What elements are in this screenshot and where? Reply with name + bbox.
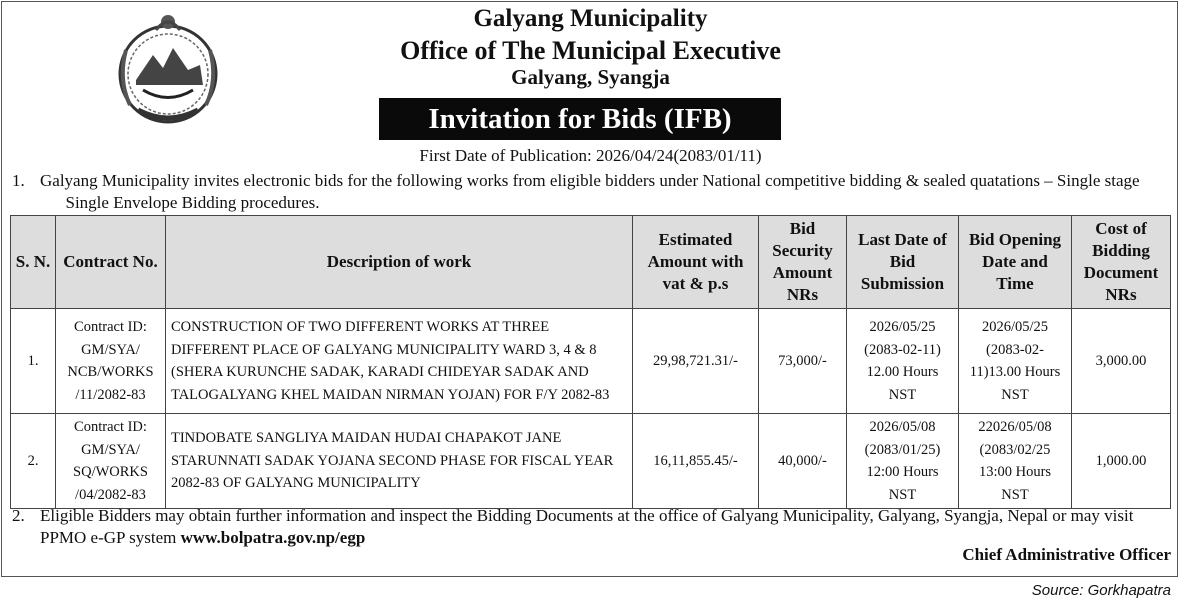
- source-credit: Source: Gorkhapatra: [1031, 582, 1171, 599]
- table-row: [11, 414, 1171, 509]
- cell-opening: 22026/05/08 (2083/02/25 13:00 Hours NST: [959, 414, 1072, 509]
- signatory-title: Chief Administrative Officer: [962, 545, 1171, 564]
- cell-description: TINDOBATE SANGLIYA MAIDAN HUDAI CHAPAKOT JANE STARUNNATI SADAK YOJANA SECOND PHASE FOR FISCAL YEAR 2082-83 OF GALYANG MUNICIPALITY: [166, 414, 633, 509]
- col-header-contract: Contract No.: [56, 216, 166, 309]
- cell-estimate: 29,98,721.31/-: [633, 309, 759, 414]
- paragraph-number: 1.: [12, 171, 25, 190]
- cell-sn: 2.: [11, 414, 56, 509]
- col-header-last-date: Last Date of Bid Submission: [847, 216, 959, 309]
- cell-contract: Contract ID: GM/SYA/ NCB/WORKS /11/2082-83: [56, 309, 166, 414]
- office-name: Office of The Municipal Executive: [400, 36, 781, 65]
- cell-security: 40,000/-: [759, 414, 847, 509]
- office-location: Galyang, Syangja: [511, 65, 670, 89]
- cell-description: CONSTRUCTION OF TWO DIFFERENT WORKS AT THREE DIFFERENT PLACE OF GALYANG MUNICIPALITY WARD 3, 4 & 8 (SHERA KURUNCHE SADAK, KARADI CHIDEYAR SADAK AND TALOGALYANG KHEL MAIDAN NIRMAN YOJAN) FOR F/Y 2082-83: [166, 309, 633, 414]
- cell-last-date: 2026/05/25 (2083-02-11) 12.00 Hours NST: [847, 309, 959, 414]
- cell-security: 73,000/-: [759, 309, 847, 414]
- cell-cost: 3,000.00: [1072, 309, 1171, 414]
- cell-sn: 1.: [11, 309, 56, 414]
- egp-link[interactable]: www.bolpatra.gov.np/egp: [180, 528, 366, 547]
- col-header-description: Description of work: [166, 216, 633, 309]
- cell-contract: Contract ID: GM/SYA/ SQ/WORKS /04/2082-83: [56, 414, 166, 509]
- publication-date: First Date of Publication: 2026/04/24(2083/01/11): [419, 146, 762, 165]
- paragraph-1: [12, 170, 1172, 214]
- table-header-row: [11, 216, 1171, 309]
- col-header-estimate: Estimated Amount with vat & p.s: [633, 216, 759, 309]
- cell-opening: 2026/05/25 (2083-02- 11)13.00 Hours NST: [959, 309, 1072, 414]
- col-header-opening: Bid Opening Date and Time: [959, 216, 1072, 309]
- paragraph-body: Eligible Bidders may obtain further information and inspect the Bidding Documents at the office of Galyang Municipality, Galyang, Syangja, Nepal or may visit PPMO e-GP system: [40, 506, 1134, 547]
- paragraph-text: [40, 505, 1172, 549]
- cell-last-date: 2026/05/08 (2083/01/25) 12:00 Hours NST: [847, 414, 959, 509]
- col-header-sn: S. N.: [11, 216, 56, 309]
- cell-cost: 1,000.00: [1072, 414, 1171, 509]
- notice-title: Invitation for Bids (IFB): [379, 98, 781, 140]
- col-header-security: Bid Security Amount NRs: [759, 216, 847, 309]
- paragraph-text: Galyang Municipality invites electronic bids for the following works from eligible bidders under National competitive bidding & sealed quatations – Single stage Single Envelope Bidding procedures.: [40, 171, 1140, 212]
- col-header-cost: Cost of Bidding Document NRs: [1072, 216, 1171, 309]
- paragraph-number: 2.: [12, 506, 25, 525]
- table-row: [11, 309, 1171, 414]
- municipality-name: Galyang Municipality: [473, 5, 708, 32]
- paragraph-2: [12, 505, 1172, 549]
- cell-estimate: 16,11,855.45/-: [633, 414, 759, 509]
- bids-table: [10, 215, 1171, 509]
